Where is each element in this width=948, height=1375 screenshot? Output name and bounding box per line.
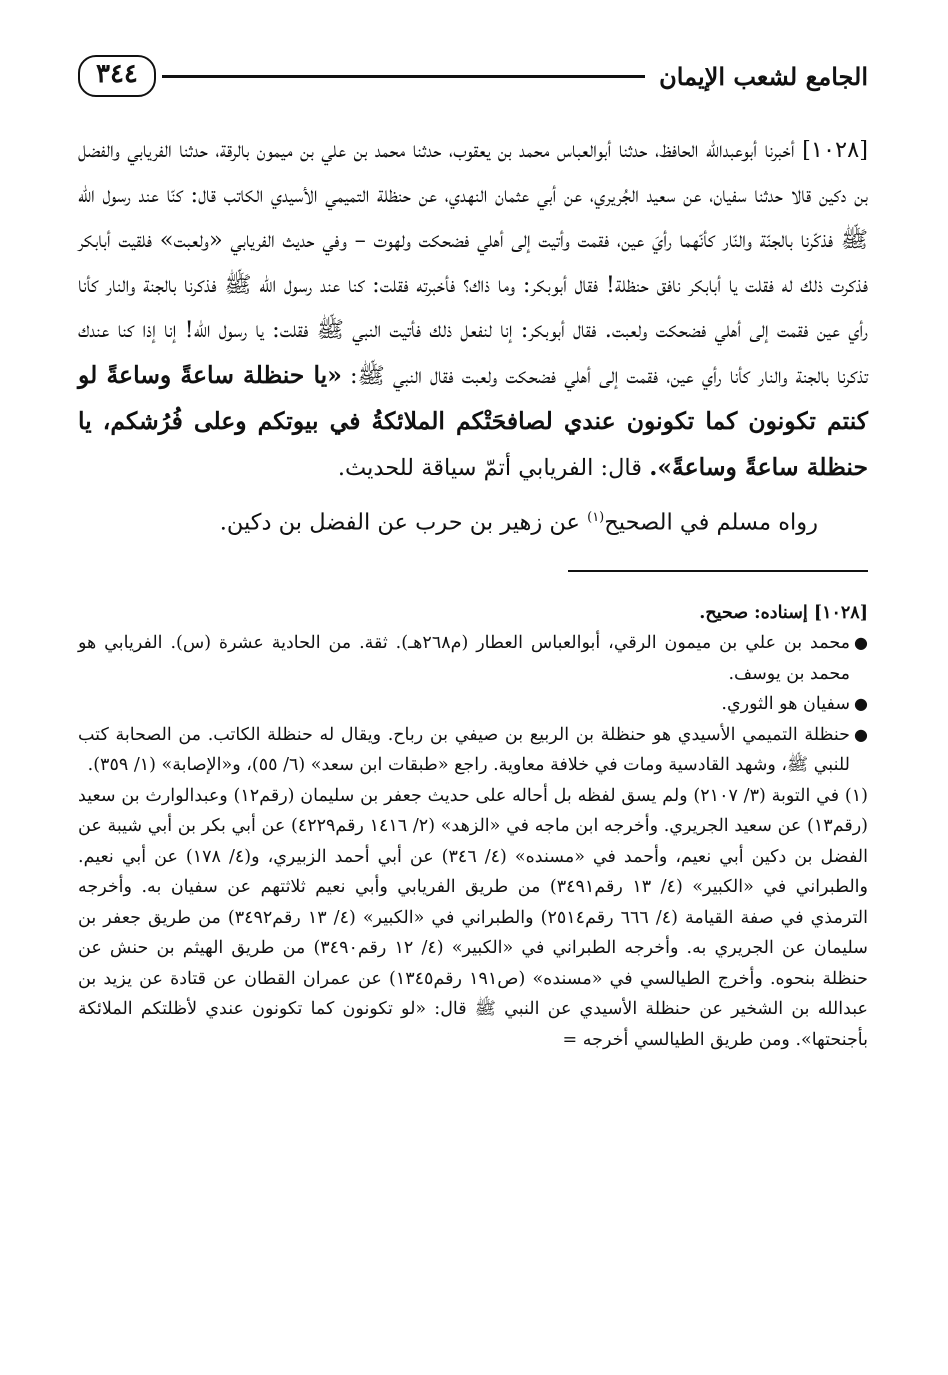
notes-divider [568,570,868,572]
main-text [78,128,868,491]
bullet-icon: ● [854,724,868,744]
page-number: ٣٤٤ [78,55,156,96]
divider-wrap [78,556,868,586]
hadith-paragraph [78,128,868,491]
narrator-note [78,720,868,781]
narrator-note-text: محمد بن علي بن ميمون الرقي، أبوالعباس العطار (م٢٦٨هـ). ثقة. من الحادية عشرة (س). الفريابي هو محمد بن يوسف. [78,633,850,684]
narrator-note-text: سفيان هو الثوري. [721,694,850,714]
isnad-label: [١٠٢٨] إسناده: [754,602,868,623]
bullet-icon: ● [854,633,868,652]
page-header [78,48,868,104]
footnote: (١) في التوبة (٣/ ٢١٠٧) ولم يسق لفظه بل أحاله على حديث جعفر بن سليمان (رقم١٢) وعبدالوارث بن سعيد (رقم١٣) عن سعيد الجريري. وأخرجه ابن ماجه في «الزهد» (٢/ ١٤١٦ رقم٤٢٢٩) عن أبي بكر بن أبي شيبة عن الفضل بن دكين أبي نعيم، وأحمد في «مسنده» (٤/ ٣٤٦) عن أبي أحمد الزبيري، و(٤/ ١٧٨) عن أبي نعيم. والطبراني في «الكبير» (٤/ ١٣ رقم٣٤٩١) من طريق الفريابي وأبي نعيم ثلاثتهم عن سفيان به. وأخرجه الترمذي في صفة القيامة (٤/ ٦٦٦ رقم٢٥١٤) والطبراني في «الكبير» (٤/ ١٣ رقم٣٤٩٢) من طريق جعفر بن سليمان عن الجريري به. وأخرجه الطبراني في «الكبير» (٤/ ١٢ رقم٣٤٩٠) من طريق الهيثم بن حنش عن حنظلة بنحوه. وأخرج الطيالسي في «مسنده» (ص١٩١ رقم١٣٤٥) عن عمران القطان عن قتادة عن يزيد بن عبدالله بن الشخير عن حنظلة الأسيدي عن النبي ﷺ قال: «لو تكونون كما تكونون عندي لأظلتكم الملائكة بأجنحتها». ومن طريق الطيالسي أخرجه = [78,785,868,1050]
source-text: رواه مسلم في الصحيح [604,509,818,536]
isnad-line [78,598,868,629]
narrator-note [78,628,868,689]
narrator-notes [78,628,868,781]
header-left [78,55,645,96]
bullet-icon: ● [854,694,868,713]
source-text-end: عن زهير بن حرب عن الفضل بن دكين. [219,509,588,536]
hadith-quote: «يا حنظلة ساعةً وساعةً لو كنتم تكونون كما تكونون عندي لصافحَتْكم الملائكةُ في بيوتكم وعلى فُرُشكم، يا حنظلة ساعةً وساعةً». [78,361,868,481]
hadith-narration: [١٠٢٨] أخبرنا أبوعبدالله الحافظ، حدثنا أبوالعباس محمد بن يعقوب، حدثنا محمد بن علي بن ميمون بالرقة، حدثنا الفريابي والفضل بن دكين قالا حدثنا سفيان، عن سعيد الجُريري، عن أبي عثمان النهدي، عن حنظلة التميمي الأسيدي الكاتب قال: كنّا عند رسول الله ﷺ فذكّرنا بالجنّة والنّار كأنّهما رأيَ عين، فقمت وأتيت إلى أهلي فضحكت ولهوت – وفي حديث الفريابي «ولعبت» فلقيت أبابكر فذكرت ذلك له فقلت يا أبابكر نافق حنظلة! فقال أبوبكر: وما ذاك؟ فأخبرته فقلت: كنا عند رسول الله ﷺ فذكرنا بالجنة والنار كأنا رأي عين فقمت إلى أهلي فضحكت ولعبت. فقال أبوبكر: إنا لنفعل ذلك فأتيت النبي ﷺ فقلت: يا رسول الله! إنا إذا كنا عندك تذكرنا بالجنة والنار كأنا رأي عين، فقمت إلى أهلي فضحكت ولعبت فقال النبي ﷺ: [78,137,868,389]
narrator-note [78,689,868,720]
narrator-note-text: حنظلة التميمي الأسيدي هو حنظلة بن الربيع بن صيفي بن رباح. ويقال له حنظلة الكاتب. من الصحابة كتب للنبي ﷺ، وشهد القادسية ومات في خلافة معاوية. راجع «طبقات ابن سعد» (٦/ ٥٥)، و«الإصابة» (١/ ٣٥٩). [78,724,850,775]
source-statement [78,495,818,546]
footnote-ref: (١) [587,510,605,525]
running-title: الجامع لشعب الإيمان [659,61,868,91]
isnad-grade: صحيح. [699,602,755,623]
header-rule [162,75,645,78]
hadith-remark: قال: الفريابي أتمّ سياقة للحديث. [337,455,650,481]
notes-section [78,598,868,1056]
